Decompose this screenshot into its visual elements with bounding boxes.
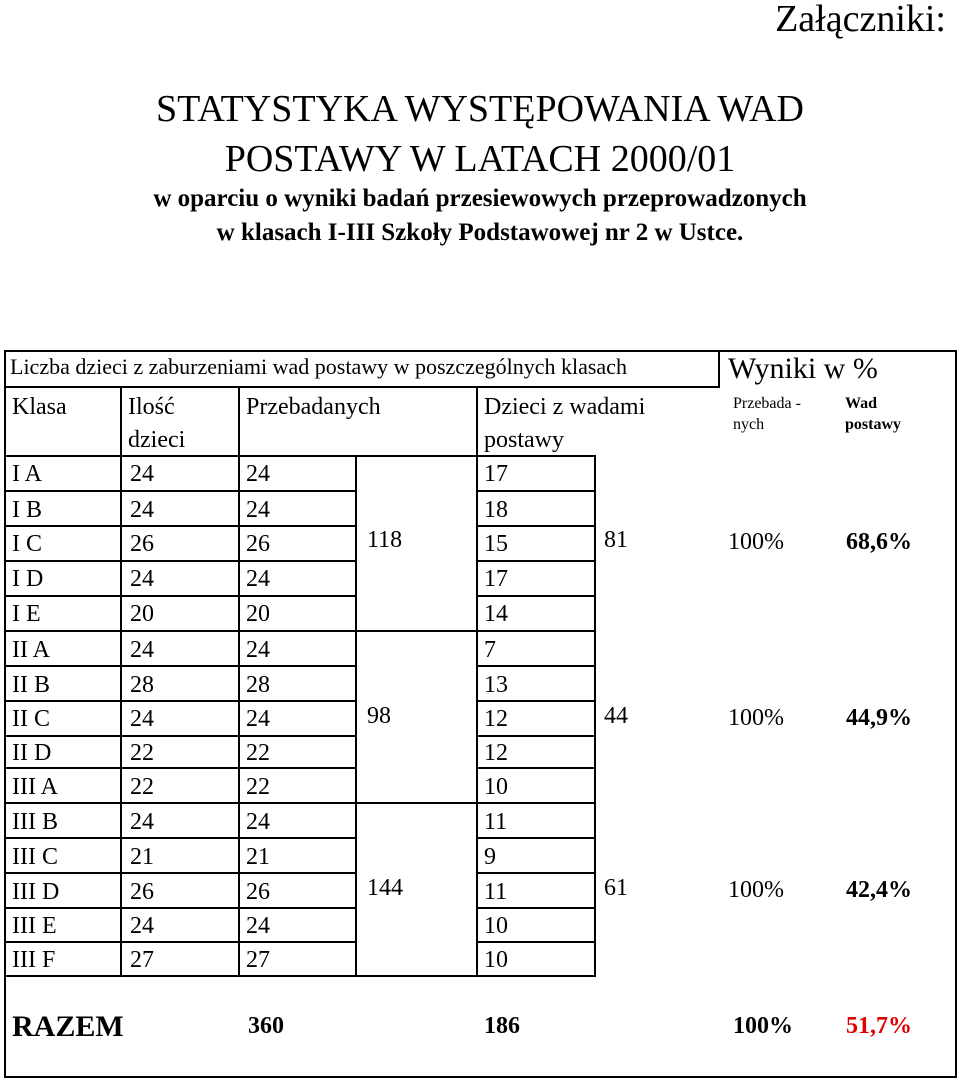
row-przebadanych: 22: [246, 740, 270, 766]
row-klasa: III D: [12, 879, 60, 905]
row-klasa: III E: [12, 913, 57, 939]
row-ilosc: 24: [130, 913, 154, 939]
row-przebadanych: 22: [246, 774, 270, 800]
row-przebadanych: 26: [246, 531, 270, 557]
row-klasa: III C: [12, 844, 58, 870]
row-ilosc: 20: [130, 601, 154, 627]
row-klasa: I C: [12, 531, 42, 557]
razem-label: RAZEM: [12, 1010, 124, 1043]
group-przebadanych-total: 98: [367, 703, 391, 729]
row-przebadanych: 28: [246, 672, 270, 698]
razem-wady: 186: [484, 1013, 520, 1039]
row-klasa: I E: [12, 601, 41, 627]
group-wad-pct: 42,4%: [846, 877, 912, 903]
header-ilosc-line2: dzieci: [128, 427, 186, 453]
row-wady: 13: [484, 672, 508, 698]
table-caption: Liczba dzieci z zaburzeniami wad postawy w poszczególnych klasach: [10, 354, 627, 379]
header-przebadanych: Przebadanych: [246, 394, 381, 420]
row-ilosc: 24: [130, 637, 154, 663]
header-wad-pct-line2: postawy: [845, 416, 902, 433]
group-przebadanych-total: 144: [367, 875, 403, 901]
row-klasa: III F: [12, 947, 56, 973]
row-wady: 12: [484, 740, 508, 766]
row-klasa: III A: [12, 774, 58, 800]
row-klasa: II B: [12, 672, 50, 698]
row-wady: 9: [484, 844, 496, 870]
row-wady: 10: [484, 913, 508, 939]
page-title-line1: STATYSTYKA WYSTĘPOWANIA WAD: [156, 88, 804, 130]
group-przebadanych-pct: 100%: [728, 877, 784, 903]
group-wady-total: 61: [604, 875, 628, 901]
row-ilosc: 28: [130, 672, 154, 698]
row-ilosc: 22: [130, 774, 154, 800]
attachments-label: Załączniki:: [775, 0, 946, 40]
row-przebadanych: 24: [246, 566, 270, 592]
row-przebadanych: 20: [246, 601, 270, 627]
row-ilosc: 26: [130, 531, 154, 557]
row-wady: 17: [484, 566, 508, 592]
row-wady: 10: [484, 774, 508, 800]
header-przebadanych-pct-line2: nych: [733, 416, 765, 433]
group-przebadanych-total: 118: [367, 527, 403, 553]
row-klasa: II A: [12, 637, 50, 663]
row-klasa: I D: [12, 566, 44, 592]
row-wady: 10: [484, 947, 508, 973]
group-przebadanych-pct: 100%: [728, 529, 784, 555]
razem-wad-pct: 51,7%: [846, 1013, 912, 1039]
razem-przebadanych-pct: 100%: [733, 1013, 793, 1039]
group-wad-pct: 68,6%: [846, 529, 912, 555]
group-wad-pct: 44,9%: [846, 705, 912, 731]
group-przebadanych-pct: 100%: [728, 705, 784, 731]
subtitle-line1: w oparciu o wyniki badań przesiewowych przeprowadzonych: [153, 185, 807, 212]
header-ilosc-line1: Ilość: [128, 394, 175, 420]
row-ilosc: 22: [130, 740, 154, 766]
results-caption: Wyniki w %: [728, 352, 878, 385]
row-wady: 15: [484, 531, 508, 557]
header-wady-line1: Dzieci z wadami: [484, 394, 646, 420]
row-przebadanych: 24: [246, 706, 270, 732]
row-ilosc: 24: [130, 706, 154, 732]
row-ilosc: 21: [130, 844, 154, 870]
row-ilosc: 24: [130, 497, 154, 523]
row-wady: 11: [484, 879, 508, 905]
row-klasa: II C: [12, 706, 50, 732]
row-przebadanych: 26: [246, 879, 270, 905]
row-przebadanych: 24: [246, 913, 270, 939]
group-wady-total: 44: [604, 703, 628, 729]
row-klasa: III B: [12, 809, 58, 835]
row-wady: 12: [484, 706, 508, 732]
page-title-line2: POSTAWY W LATACH 2000/01: [224, 138, 736, 180]
row-przebadanych: 21: [246, 844, 270, 870]
row-przebadanych: 27: [246, 947, 270, 973]
row-ilosc: 24: [130, 809, 154, 835]
razem-przebadanych: 360: [248, 1013, 284, 1039]
row-przebadanych: 24: [246, 809, 270, 835]
row-ilosc: 24: [130, 461, 154, 487]
row-klasa: I A: [12, 461, 42, 487]
header-przebadanych-pct-line1: Przebada -: [733, 395, 801, 412]
row-ilosc: 26: [130, 879, 154, 905]
row-przebadanych: 24: [246, 497, 270, 523]
group-wady-total: 81: [604, 527, 628, 553]
row-ilosc: 24: [130, 566, 154, 592]
row-wady: 7: [484, 637, 496, 663]
row-wady: 17: [484, 461, 508, 487]
row-przebadanych: 24: [246, 637, 270, 663]
header-wad-pct-line1: Wad: [845, 395, 878, 412]
row-klasa: I B: [12, 497, 42, 523]
row-ilosc: 27: [130, 947, 154, 973]
row-klasa: II D: [12, 740, 52, 766]
row-wady: 11: [484, 809, 508, 835]
subtitle-line2: w klasach I-III Szkoły Podstawowej nr 2 w Ustce.: [216, 219, 744, 246]
header-klasa: Klasa: [12, 394, 67, 420]
row-wady: 18: [484, 497, 508, 523]
row-przebadanych: 24: [246, 461, 270, 487]
header-wady-line2: postawy: [484, 427, 564, 453]
row-wady: 14: [484, 601, 508, 627]
